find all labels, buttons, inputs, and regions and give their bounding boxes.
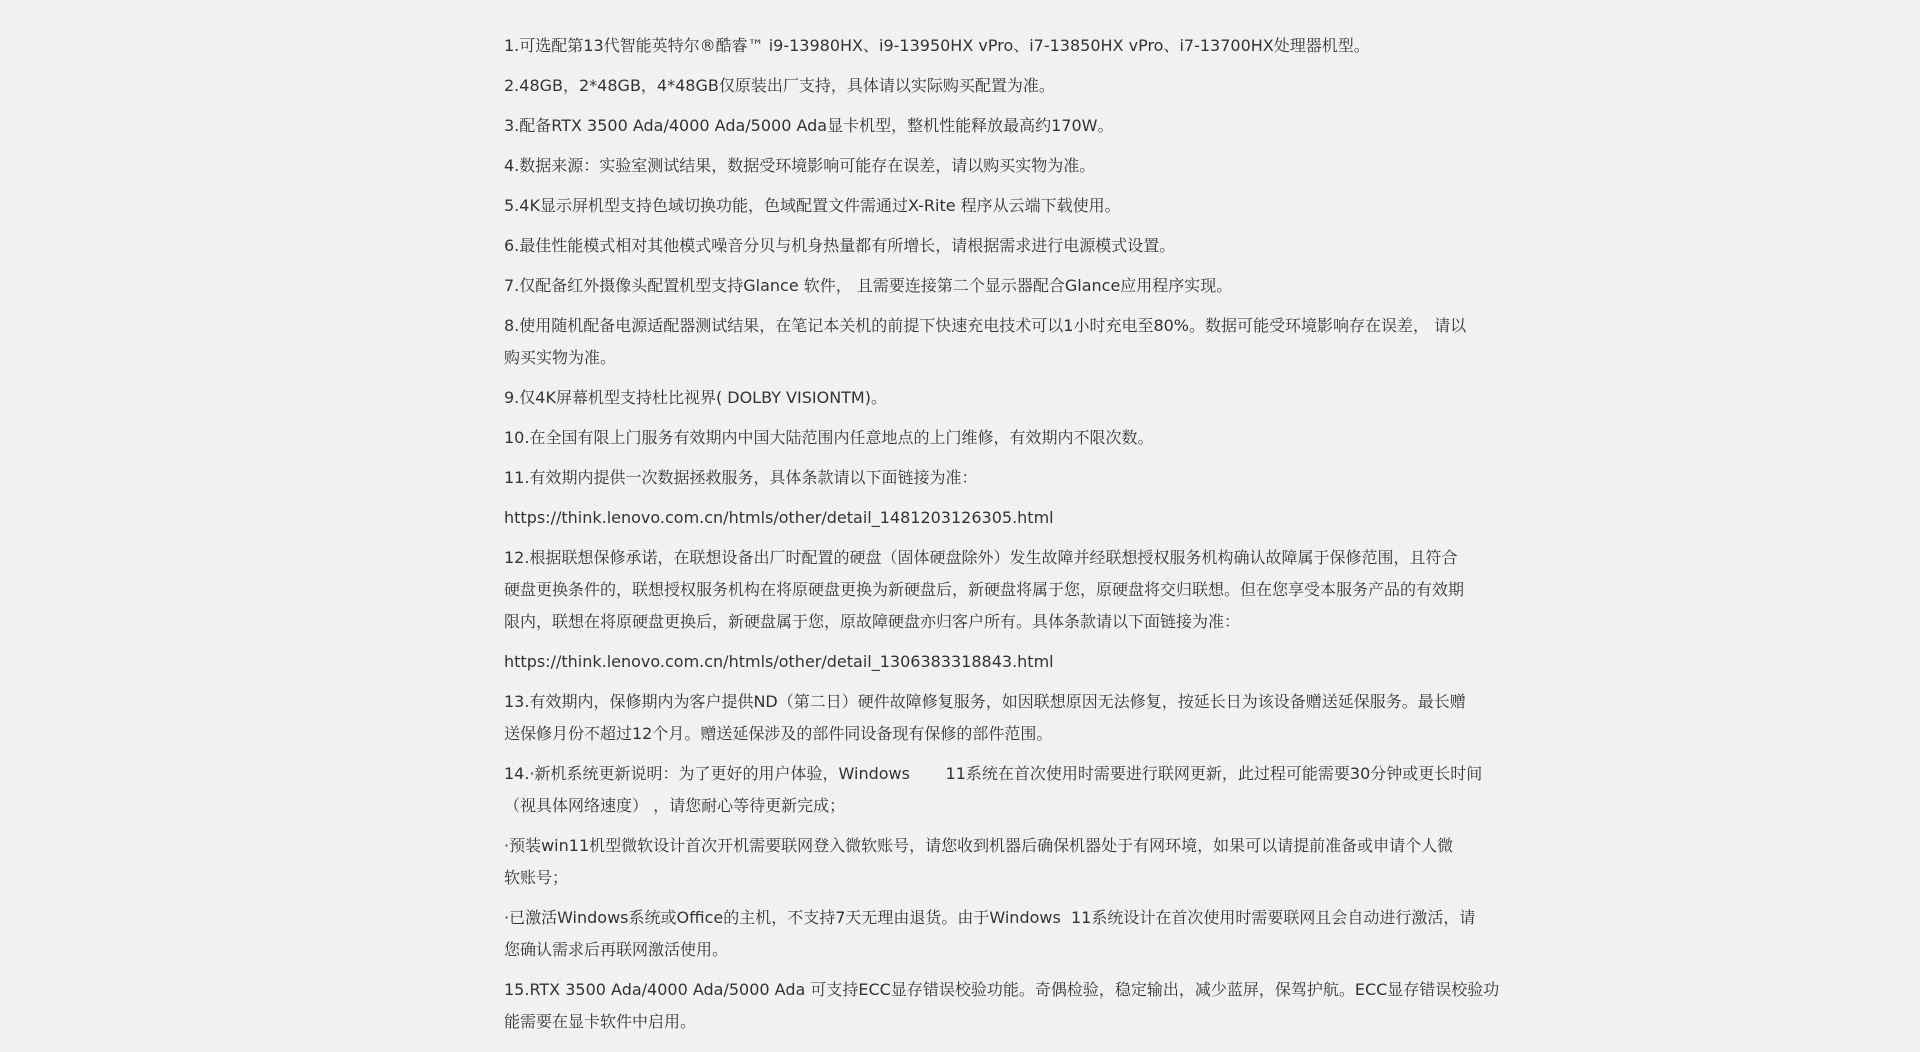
note-item: [504, 310, 1492, 374]
note-line: 购买实物为准。: [504, 348, 617, 367]
note-line: 5.4K显示屏机型支持色域切换功能，色域配置文件需通过X-Rite 程序从云端下载使用。: [504, 196, 1121, 215]
note-line: 3.配备RTX 3500 Ada/4000 Ada/5000 Ada显卡机型，整机性能释放最高约170W。: [504, 116, 1114, 135]
note-line: 11.有效期内提供一次数据拯救服务，具体条款请以下面链接为准：: [504, 468, 978, 487]
product-notes: [504, 30, 1500, 1046]
note-line: 4.数据来源：实验室测试结果，数据受环境影响可能存在误差，请以购买实物为准。: [504, 156, 1096, 175]
note-item: [504, 150, 1492, 182]
note-item: [504, 830, 1492, 894]
note-line: 7.仅配备红外摄像头配置机型支持Glance 软件， 且需要连接第二个显示器配合Glance应用程序实现。: [504, 276, 1233, 295]
note-item: [504, 190, 1492, 222]
note-item: [504, 542, 1492, 638]
note-item: [504, 974, 1500, 1038]
note-line: 2.48GB，2*48GB，4*48GB仅原装出厂支持，具体请以实际购买配置为准。: [504, 76, 1055, 95]
note-item: [504, 902, 1492, 966]
terms-link-text[interactable]: https://think.lenovo.com.cn/htmls/other/detail_1306383318843.html: [504, 652, 1054, 671]
note-line: 1.可选配第13代智能英特尔®酷睿™ i9-13980HX、i9-13950HX vPro、i7-13850HX vPro、i7-13700HX处理器机型。: [504, 36, 1370, 55]
note-line: 9.仅4K屏幕机型支持杜比视界( DOLBY VISIONTM)。: [504, 388, 887, 407]
note-line: 12.根据联想保修承诺，在联想设备出厂时配置的硬盘（固体硬盘除外）发生故障并经联想授权服务机构确认故障属于保修范围，且符合: [504, 548, 1458, 567]
note-item: [504, 686, 1492, 750]
note-item: [504, 110, 1492, 142]
note-item: [504, 462, 1492, 494]
note-line: 13.有效期内，保修期内为客户提供ND（第二日）硬件故障修复服务，如因联想原因无法修复，按延长日为该设备赠送延保服务。最长赠: [504, 692, 1466, 711]
note-line: 6.最佳性能模式相对其他模式噪音分贝与机身热量都有所增长，请根据需求进行电源模式设置。: [504, 236, 1176, 255]
note-line: （视具体网络速度） ，请您耐心等待更新完成；: [504, 796, 846, 815]
note-item: [504, 382, 1492, 414]
note-line: 14.·新机系统更新说明：为了更好的用户体验，Windows 11系统在首次使用时需要进行联网更新，此过程可能需要30分钟或更长时间: [504, 764, 1483, 783]
terms-link[interactable]: [504, 502, 1492, 534]
note-line: 您确认需求后再联网激活使用。: [504, 940, 729, 959]
note-item: [504, 30, 1492, 62]
note-line: 10.在全国有限上门服务有效期内中国大陆范围内任意地点的上门维修，有效期内不限次数。: [504, 428, 1154, 447]
note-item: [504, 270, 1492, 302]
note-item: [504, 758, 1492, 822]
note-item: [504, 230, 1492, 262]
note-line: 能需要在显卡软件中启用。: [504, 1012, 697, 1031]
note-line: 硬盘更换条件的，联想授权服务机构在将原硬盘更换为新硬盘后，新硬盘将属于您，原硬盘将交归联想。但在您享受本服务产品的有效期: [504, 580, 1465, 599]
note-line: ·预装win11机型微软设计首次开机需要联网登入微软账号，请您收到机器后确保机器处于有网环境，如果可以请提前准备或申请个人微: [504, 836, 1454, 855]
note-line: 限内，联想在将原硬盘更换后，新硬盘属于您，原故障硬盘亦归客户所有。具体条款请以下面链接为准：: [504, 612, 1241, 631]
note-item: [504, 70, 1492, 102]
note-line: 15.RTX 3500 Ada/4000 Ada/5000 Ada 可支持ECC显存错误校验功能。奇偶检验，稳定输出，减少蓝屏，保驾护航。ECC显存错误校验功: [504, 980, 1500, 999]
note-line: 软账号；: [504, 868, 569, 887]
note-line: 8.使用随机配备电源适配器测试结果，在笔记本关机的前提下快速充电技术可以1小时充电至80%。数据可能受环境影响存在误差， 请以: [504, 316, 1467, 335]
terms-link[interactable]: [504, 646, 1492, 678]
note-item: [504, 422, 1492, 454]
note-line: ·已激活Windows系统或Office的主机，不支持7天无理由退货。由于Windows 11系统设计在首次使用时需要联网且会自动进行激活，请: [504, 908, 1476, 927]
terms-link-text[interactable]: https://think.lenovo.com.cn/htmls/other/detail_1481203126305.html: [504, 508, 1054, 527]
note-line: 送保修月份不超过12个月。赠送延保涉及的部件同设备现有保修的部件范围。: [504, 724, 1053, 743]
